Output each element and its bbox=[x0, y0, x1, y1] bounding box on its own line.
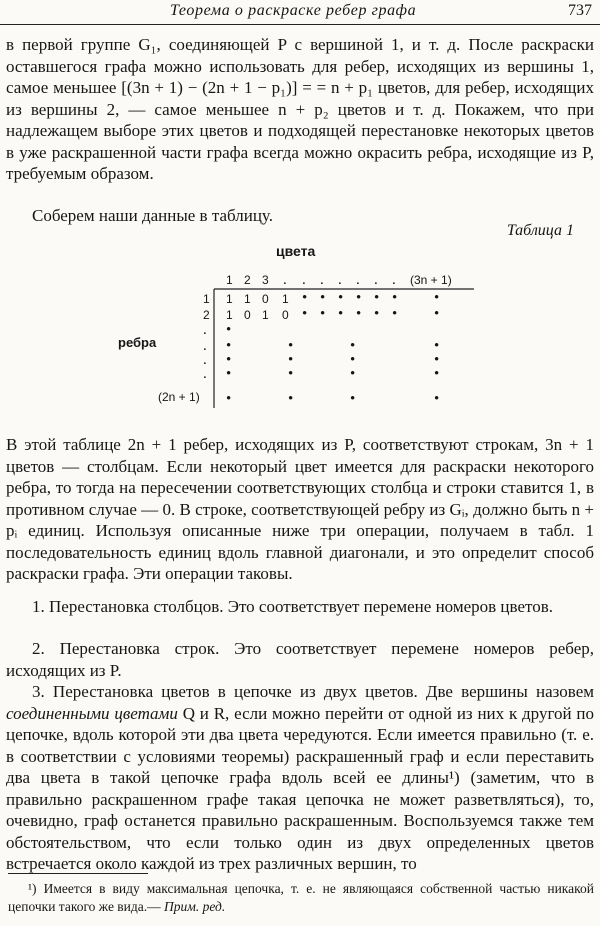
cell-dot: • bbox=[350, 391, 356, 407]
row-label-2: 2 bbox=[203, 308, 210, 322]
cell-dot: • bbox=[226, 322, 232, 338]
paragraph-6-emphasis: соединенными цветами bbox=[6, 703, 178, 723]
cell: 1 bbox=[244, 292, 251, 306]
col-dot: . bbox=[302, 272, 306, 288]
cell-dot: • bbox=[350, 338, 356, 354]
cell-dot: • bbox=[226, 338, 232, 354]
running-header bbox=[0, 0, 600, 26]
page-number: 737 bbox=[568, 2, 592, 19]
cell-dot: • bbox=[302, 290, 308, 306]
cell-dot: • bbox=[392, 306, 398, 322]
columns-title: цвета bbox=[276, 243, 316, 259]
cell-dot: • bbox=[288, 366, 294, 382]
row-dot: . bbox=[203, 366, 207, 382]
cell-dot: • bbox=[434, 290, 440, 306]
row-label-1: 1 bbox=[203, 292, 210, 306]
cell-dot: • bbox=[434, 366, 440, 382]
row-dot: . bbox=[203, 322, 207, 338]
cell-dot: • bbox=[288, 338, 294, 354]
cell-dot: • bbox=[226, 391, 232, 407]
footnote-editor-note: Прим. ред. bbox=[164, 899, 226, 914]
col-dot: . bbox=[338, 272, 342, 288]
cell-dot: • bbox=[350, 352, 356, 368]
cell-dot: • bbox=[226, 366, 232, 382]
cell: 0 bbox=[282, 308, 289, 322]
col-dot: . bbox=[283, 272, 287, 288]
footnote-text: ¹) Имеется в виду максимальная цепочка, т. е. не являющаяся собственной частью никакой цепочки такого же вида.— bbox=[8, 881, 594, 914]
col-dot: . bbox=[374, 272, 378, 288]
cell-dot: • bbox=[288, 391, 294, 407]
col-label-2: 2 bbox=[244, 273, 251, 287]
cell-dot: • bbox=[434, 352, 440, 368]
cell-dot: • bbox=[356, 290, 362, 306]
cell-dot: • bbox=[350, 366, 356, 382]
cell-dot: • bbox=[392, 290, 398, 306]
header-rule bbox=[0, 24, 600, 25]
cell-dot: • bbox=[356, 306, 362, 322]
row-dot: . bbox=[203, 338, 207, 354]
color-table bbox=[0, 236, 600, 416]
paragraph-1: в первой группе G₁, соединяющей P с вершиной 1, и т. д. После раскраски оставшегося графа можно использовать для ребер, исходящих из вершины 1, самое меньшее [(3n + 1) − (2n + 1 − p₁)] = = n + p₁ цветов, для ребер, исходящих из вершины 2, — самое меньшее n + p₂ цветов и т. д. Покажем, что при надлежащем выборе этих цветов и подходящей перестановке некоторых цветов в уже раскрашенной части графа всегда можно окрасить ребра, исходящие из P, требуемым образом. bbox=[6, 35, 594, 183]
cell: 1 bbox=[226, 292, 233, 306]
row-dot: . bbox=[203, 352, 207, 368]
footnote bbox=[8, 880, 594, 916]
col-dot: . bbox=[356, 272, 360, 288]
paragraph-3: В этой таблице 2n + 1 ребер, исходящих из P, соответствуют строкам, 3n + 1 цветов — столбцам. Если некоторый цвет имеется для раскраски некоторого ребра, то тогда на пересечении соответствующих столбца и строки ставится 1, в противном случае — 0. В строке, соответствующей ребру из Gᵢ, должно быть n + pᵢ единиц. Используя описанные ниже три операции, получаем в табл. 1 последовательность единиц вдоль главной диагонали, и это определит способ раскраски графа. Эти операции таковы. bbox=[6, 435, 594, 583]
cell-dot: • bbox=[320, 290, 326, 306]
cell-dot: • bbox=[226, 352, 232, 368]
cell: 1 bbox=[282, 292, 289, 306]
footnote-rule bbox=[8, 873, 148, 874]
table-caption: Таблица 1 bbox=[506, 222, 574, 239]
paragraph-4: 1. Перестановка столбцов. Это соответствует перемене номеров цветов. bbox=[32, 597, 553, 616]
cell-dot: • bbox=[302, 306, 308, 322]
col-dot: . bbox=[392, 272, 396, 288]
cell: 1 bbox=[262, 308, 269, 322]
paragraph-5: 2. Перестановка строк. Это соответствует перемене номеров ребер, исходящих из P. bbox=[6, 639, 594, 680]
paragraph-6-rest: Q и R, если можно перейти от одной из них к другой по цепочке, вдоль которой эти два цвета чередуются. Если имеется правильно (т. е. в соответствии с условиями теоремы) раскрашенный граф и если переставить два цвета в такой цепочке графа вдоль всей ее длины¹) (заметим, что в правильно раскрашенном графе такая цепочка не может разветвляться), то, очевидно, граф останется правильно раскрашенным. Воспользуемся также тем обстоятельством, что если только один из двух определенных цветов встречается около каждой из трех различных вершин, то bbox=[6, 703, 595, 873]
paragraph-6-start: 3. Перестановка цветов в цепочке из двух цветов. Две вершины назовем bbox=[32, 682, 594, 701]
cell-dot: • bbox=[338, 290, 344, 306]
rows-title: ребра bbox=[118, 335, 157, 350]
paragraph-6 bbox=[6, 681, 594, 875]
cell-dot: • bbox=[338, 306, 344, 322]
cell: 0 bbox=[244, 308, 251, 322]
cell-dot: • bbox=[434, 391, 440, 407]
cell-dot: • bbox=[320, 306, 326, 322]
row-label-last: (2n + 1) bbox=[158, 390, 200, 404]
col-label-1: 1 bbox=[226, 273, 233, 287]
cell: 0 bbox=[262, 292, 269, 306]
cell-dot: • bbox=[288, 352, 294, 368]
paragraph-2: Соберем наши данные в таблицу. bbox=[32, 206, 273, 225]
col-label-last: (3n + 1) bbox=[410, 273, 452, 287]
cell-dot: • bbox=[434, 306, 440, 322]
cell-dot: • bbox=[374, 290, 380, 306]
cell-dot: • bbox=[434, 338, 440, 354]
running-title: Теорема о раскраске ребер графа bbox=[170, 2, 417, 19]
cell: 1 bbox=[226, 308, 233, 322]
col-label-3: 3 bbox=[262, 273, 269, 287]
col-dot: . bbox=[320, 272, 324, 288]
cell-dot: • bbox=[374, 306, 380, 322]
table-axes bbox=[0, 236, 600, 416]
